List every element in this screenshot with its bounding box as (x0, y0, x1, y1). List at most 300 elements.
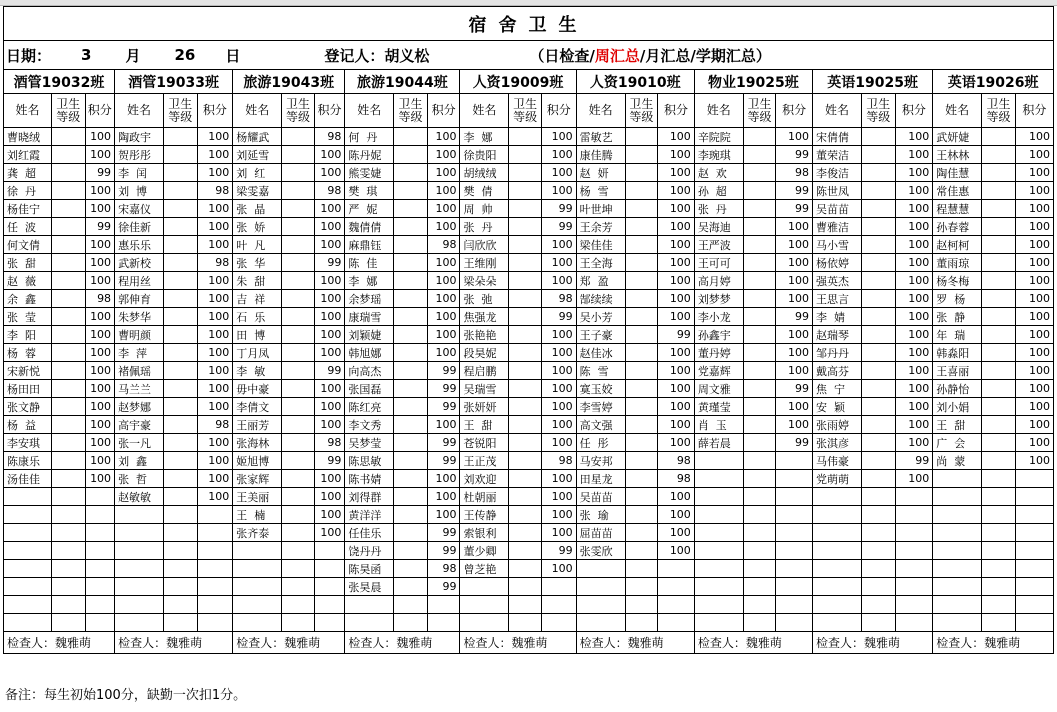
student-name[interactable]: 陶政宇 (115, 128, 164, 146)
empty-cell[interactable] (282, 542, 315, 560)
student-score[interactable]: 100 (541, 362, 576, 380)
student-level[interactable] (509, 416, 542, 434)
student-score[interactable]: 100 (85, 452, 115, 470)
empty-cell[interactable] (895, 542, 933, 560)
student-level[interactable] (282, 200, 315, 218)
empty-cell[interactable] (576, 596, 625, 614)
empty-cell[interactable] (861, 542, 895, 560)
student-name[interactable]: 康佳腾 (576, 146, 625, 164)
empty-cell[interactable] (115, 506, 164, 524)
student-score[interactable]: 100 (658, 164, 695, 182)
student-name[interactable]: 余 鑫 (4, 290, 52, 308)
student-name[interactable]: 张一凡 (115, 434, 164, 452)
empty-cell[interactable] (51, 524, 85, 542)
student-level[interactable] (861, 200, 895, 218)
student-level[interactable] (51, 290, 85, 308)
student-name[interactable]: 曹雅洁 (813, 218, 862, 236)
student-level[interactable] (282, 182, 315, 200)
student-level[interactable] (861, 164, 895, 182)
student-name[interactable]: 孙春蓉 (933, 218, 982, 236)
student-level[interactable] (394, 578, 428, 596)
student-name[interactable]: 陈康乐 (4, 452, 52, 470)
empty-cell[interactable] (776, 614, 813, 632)
empty-cell[interactable] (85, 614, 115, 632)
student-name[interactable]: 丁月凤 (233, 344, 282, 362)
student-name[interactable]: 杨依婷 (813, 254, 862, 272)
student-name[interactable]: 高宇豪 (115, 416, 164, 434)
empty-cell[interactable] (85, 488, 115, 506)
empty-cell[interactable] (743, 470, 776, 488)
student-level[interactable] (394, 218, 428, 236)
student-level[interactable] (394, 362, 428, 380)
student-name[interactable]: 王思言 (813, 290, 862, 308)
empty-cell[interactable] (743, 614, 776, 632)
student-level[interactable] (394, 236, 428, 254)
student-name[interactable]: 杜朝丽 (460, 488, 509, 506)
student-name[interactable]: 王喜丽 (933, 362, 982, 380)
empty-cell[interactable] (115, 596, 164, 614)
empty-cell[interactable] (861, 524, 895, 542)
student-level[interactable] (625, 542, 658, 560)
empty-cell[interactable] (4, 578, 52, 596)
student-level[interactable] (982, 200, 1016, 218)
empty-cell[interactable] (541, 596, 576, 614)
student-name[interactable]: 刘小娟 (933, 398, 982, 416)
student-score[interactable]: 99 (541, 542, 576, 560)
student-name[interactable]: 李琬琪 (694, 146, 743, 164)
student-level[interactable] (51, 254, 85, 272)
student-level[interactable] (394, 452, 428, 470)
student-score[interactable]: 100 (658, 272, 695, 290)
student-name[interactable]: 赵敏敏 (115, 488, 164, 506)
student-level[interactable] (625, 326, 658, 344)
student-name[interactable]: 梁雯嘉 (233, 182, 282, 200)
student-score[interactable]: 100 (85, 362, 115, 380)
student-level[interactable] (982, 326, 1016, 344)
student-score[interactable]: 100 (85, 344, 115, 362)
student-level[interactable] (163, 128, 197, 146)
empty-cell[interactable] (982, 596, 1016, 614)
student-level[interactable] (509, 308, 542, 326)
student-level[interactable] (509, 146, 542, 164)
student-name[interactable]: 杨田田 (4, 380, 52, 398)
student-name[interactable]: 韩旭娜 (345, 344, 394, 362)
student-score[interactable]: 100 (895, 254, 933, 272)
student-name[interactable]: 陈昊函 (345, 560, 394, 578)
student-name[interactable]: 宋嘉仪 (115, 200, 164, 218)
student-score[interactable]: 100 (85, 308, 115, 326)
student-score[interactable]: 100 (1015, 362, 1053, 380)
student-name[interactable]: 孙 超 (694, 182, 743, 200)
student-score[interactable]: 100 (658, 218, 695, 236)
student-name[interactable]: 屈苗苗 (576, 524, 625, 542)
student-level[interactable] (509, 380, 542, 398)
empty-cell[interactable] (933, 542, 982, 560)
empty-cell[interactable] (233, 596, 282, 614)
student-level[interactable] (861, 434, 895, 452)
student-name[interactable]: 武新校 (115, 254, 164, 272)
empty-cell[interactable] (115, 578, 164, 596)
student-level[interactable] (163, 200, 197, 218)
student-score[interactable]: 100 (541, 506, 576, 524)
student-name[interactable]: 任 波 (4, 218, 52, 236)
student-level[interactable] (282, 398, 315, 416)
student-level[interactable] (861, 182, 895, 200)
student-name[interactable]: 李 婧 (813, 308, 862, 326)
student-score[interactable]: 100 (314, 506, 345, 524)
student-score[interactable]: 100 (1015, 272, 1053, 290)
student-level[interactable] (861, 416, 895, 434)
empty-cell[interactable] (314, 542, 345, 560)
empty-cell[interactable] (197, 542, 233, 560)
student-level[interactable] (861, 470, 895, 488)
student-score[interactable]: 100 (314, 470, 345, 488)
student-level[interactable] (509, 182, 542, 200)
student-score[interactable]: 100 (314, 416, 345, 434)
empty-cell[interactable] (51, 596, 85, 614)
student-score[interactable]: 100 (658, 416, 695, 434)
student-score[interactable]: 100 (895, 164, 933, 182)
student-score[interactable]: 100 (541, 182, 576, 200)
empty-cell[interactable] (163, 542, 197, 560)
student-name[interactable]: 郜续续 (576, 290, 625, 308)
student-level[interactable] (982, 380, 1016, 398)
student-name[interactable]: 雷敏艺 (576, 128, 625, 146)
empty-cell[interactable] (51, 578, 85, 596)
student-score[interactable]: 100 (658, 542, 695, 560)
student-name[interactable]: 惠乐乐 (115, 236, 164, 254)
empty-cell[interactable] (895, 506, 933, 524)
student-level[interactable] (282, 254, 315, 272)
student-level[interactable] (163, 488, 197, 506)
student-name[interactable]: 陈书婧 (345, 470, 394, 488)
student-name[interactable]: 朱 甜 (233, 272, 282, 290)
student-score[interactable]: 100 (895, 128, 933, 146)
empty-cell[interactable] (743, 488, 776, 506)
student-score[interactable]: 100 (85, 272, 115, 290)
student-level[interactable] (625, 434, 658, 452)
student-name[interactable]: 陈丹妮 (345, 146, 394, 164)
student-level[interactable] (625, 164, 658, 182)
student-score[interactable]: 100 (85, 146, 115, 164)
student-score[interactable]: 100 (541, 164, 576, 182)
student-score[interactable]: 100 (314, 164, 345, 182)
student-score[interactable]: 100 (197, 398, 233, 416)
empty-cell[interactable] (813, 542, 862, 560)
student-level[interactable] (394, 272, 428, 290)
empty-cell[interactable] (115, 560, 164, 578)
student-name[interactable]: 吉 祥 (233, 290, 282, 308)
student-level[interactable] (163, 380, 197, 398)
empty-cell[interactable] (776, 542, 813, 560)
student-score[interactable]: 100 (541, 524, 576, 542)
student-level[interactable] (743, 164, 776, 182)
student-score[interactable]: 100 (541, 254, 576, 272)
empty-cell[interactable] (982, 524, 1016, 542)
student-score[interactable]: 100 (197, 164, 233, 182)
empty-cell[interactable] (813, 560, 862, 578)
student-name[interactable]: 王 楠 (233, 506, 282, 524)
student-score[interactable]: 99 (427, 380, 460, 398)
student-score[interactable]: 100 (541, 236, 576, 254)
student-score[interactable]: 100 (197, 146, 233, 164)
student-level[interactable] (394, 416, 428, 434)
student-level[interactable] (282, 308, 315, 326)
student-name[interactable]: 刘 红 (233, 164, 282, 182)
empty-cell[interactable] (1015, 488, 1053, 506)
student-level[interactable] (625, 128, 658, 146)
empty-cell[interactable] (1015, 506, 1053, 524)
student-level[interactable] (509, 560, 542, 578)
student-name[interactable]: 党嘉辉 (694, 362, 743, 380)
student-score[interactable]: 100 (658, 344, 695, 362)
empty-cell[interactable] (1015, 614, 1053, 632)
student-score[interactable]: 100 (427, 488, 460, 506)
student-name[interactable]: 朱梦华 (115, 308, 164, 326)
student-name[interactable]: 康瑞雪 (345, 308, 394, 326)
empty-cell[interactable] (85, 560, 115, 578)
student-level[interactable] (861, 452, 895, 470)
student-level[interactable] (743, 182, 776, 200)
student-level[interactable] (51, 452, 85, 470)
student-score[interactable]: 100 (895, 146, 933, 164)
student-level[interactable] (509, 326, 542, 344)
student-score[interactable]: 100 (1015, 236, 1053, 254)
empty-cell[interactable] (982, 470, 1016, 488)
student-level[interactable] (394, 434, 428, 452)
student-score[interactable]: 100 (895, 236, 933, 254)
student-level[interactable] (509, 542, 542, 560)
empty-cell[interactable] (460, 578, 509, 596)
student-score[interactable]: 100 (197, 344, 233, 362)
student-level[interactable] (509, 128, 542, 146)
student-level[interactable] (163, 146, 197, 164)
student-name[interactable]: 程慧慧 (933, 200, 982, 218)
student-level[interactable] (163, 398, 197, 416)
student-score[interactable]: 99 (427, 542, 460, 560)
student-name[interactable]: 安 颖 (813, 398, 862, 416)
student-name[interactable]: 梁朵朵 (460, 272, 509, 290)
student-level[interactable] (163, 434, 197, 452)
student-name[interactable]: 张 莹 (4, 308, 52, 326)
student-level[interactable] (282, 146, 315, 164)
empty-cell[interactable] (658, 560, 695, 578)
student-level[interactable] (982, 362, 1016, 380)
student-level[interactable] (625, 362, 658, 380)
student-name[interactable]: 李俊洁 (813, 164, 862, 182)
student-name[interactable]: 吴瑞雪 (460, 380, 509, 398)
student-level[interactable] (51, 344, 85, 362)
student-name[interactable]: 赵瑞琴 (813, 326, 862, 344)
student-score[interactable]: 100 (541, 344, 576, 362)
student-level[interactable] (51, 434, 85, 452)
empty-cell[interactable] (694, 506, 743, 524)
student-level[interactable] (982, 416, 1016, 434)
student-score[interactable]: 100 (1015, 128, 1053, 146)
student-score[interactable]: 100 (895, 200, 933, 218)
student-score[interactable]: 100 (1015, 218, 1053, 236)
student-name[interactable]: 赵佳冰 (576, 344, 625, 362)
student-name[interactable]: 刘得群 (345, 488, 394, 506)
student-name[interactable]: 焦 宁 (813, 380, 862, 398)
student-score[interactable]: 99 (541, 200, 576, 218)
student-name[interactable]: 孙鑫宇 (694, 326, 743, 344)
student-score[interactable]: 98 (541, 452, 576, 470)
student-level[interactable] (743, 434, 776, 452)
student-level[interactable] (282, 470, 315, 488)
student-name[interactable]: 杨佳宁 (4, 200, 52, 218)
student-level[interactable] (51, 236, 85, 254)
empty-cell[interactable] (743, 596, 776, 614)
student-score[interactable]: 100 (895, 272, 933, 290)
empty-cell[interactable] (694, 596, 743, 614)
empty-cell[interactable] (233, 578, 282, 596)
student-score[interactable]: 99 (314, 362, 345, 380)
student-score[interactable]: 100 (427, 290, 460, 308)
student-name[interactable]: 李雪婷 (576, 398, 625, 416)
student-name[interactable]: 张海林 (233, 434, 282, 452)
empty-cell[interactable] (743, 578, 776, 596)
student-name[interactable]: 闫欣欣 (460, 236, 509, 254)
empty-cell[interactable] (85, 524, 115, 542)
empty-cell[interactable] (743, 452, 776, 470)
student-name[interactable]: 褚佩瑶 (115, 362, 164, 380)
student-score[interactable]: 100 (427, 308, 460, 326)
student-name[interactable]: 张昊晨 (345, 578, 394, 596)
student-level[interactable] (625, 344, 658, 362)
empty-cell[interactable] (115, 614, 164, 632)
empty-cell[interactable] (813, 524, 862, 542)
empty-cell[interactable] (776, 578, 813, 596)
student-name[interactable]: 索银利 (460, 524, 509, 542)
student-level[interactable] (982, 218, 1016, 236)
student-level[interactable] (509, 344, 542, 362)
empty-cell[interactable] (4, 596, 52, 614)
empty-cell[interactable] (460, 596, 509, 614)
student-score[interactable]: 100 (895, 182, 933, 200)
student-score[interactable]: 100 (658, 200, 695, 218)
student-score[interactable]: 100 (427, 470, 460, 488)
student-level[interactable] (982, 254, 1016, 272)
student-level[interactable] (163, 290, 197, 308)
student-score[interactable]: 100 (85, 254, 115, 272)
empty-cell[interactable] (509, 578, 542, 596)
student-score[interactable]: 100 (427, 506, 460, 524)
student-level[interactable] (51, 200, 85, 218)
student-name[interactable]: 薛若晨 (694, 434, 743, 452)
student-name[interactable]: 常佳惠 (933, 182, 982, 200)
empty-cell[interactable] (115, 524, 164, 542)
student-name[interactable]: 寞玉姣 (576, 380, 625, 398)
student-score[interactable]: 100 (197, 380, 233, 398)
student-level[interactable] (509, 506, 542, 524)
empty-cell[interactable] (85, 542, 115, 560)
student-level[interactable] (509, 218, 542, 236)
student-name[interactable]: 宋新悦 (4, 362, 52, 380)
student-name[interactable]: 杨耀武 (233, 128, 282, 146)
empty-cell[interactable] (933, 614, 982, 632)
empty-cell[interactable] (197, 560, 233, 578)
student-score[interactable]: 100 (776, 218, 813, 236)
student-name[interactable]: 李倩文 (233, 398, 282, 416)
student-score[interactable]: 100 (541, 560, 576, 578)
student-name[interactable]: 武妍婕 (933, 128, 982, 146)
empty-cell[interactable] (813, 596, 862, 614)
empty-cell[interactable] (541, 578, 576, 596)
student-level[interactable] (394, 560, 428, 578)
student-level[interactable] (625, 488, 658, 506)
empty-cell[interactable] (282, 578, 315, 596)
student-level[interactable] (982, 398, 1016, 416)
student-name[interactable]: 尚 蒙 (933, 452, 982, 470)
student-name[interactable]: 任佳乐 (345, 524, 394, 542)
empty-cell[interactable] (314, 560, 345, 578)
student-level[interactable] (163, 254, 197, 272)
student-name[interactable]: 樊 倩 (460, 182, 509, 200)
student-level[interactable] (625, 200, 658, 218)
student-score[interactable]: 100 (776, 398, 813, 416)
student-score[interactable]: 100 (85, 470, 115, 488)
empty-cell[interactable] (51, 488, 85, 506)
student-score[interactable]: 100 (658, 308, 695, 326)
empty-cell[interactable] (576, 614, 625, 632)
student-name[interactable]: 赵梦娜 (115, 398, 164, 416)
student-score[interactable]: 98 (314, 434, 345, 452)
student-score[interactable]: 100 (658, 488, 695, 506)
student-score[interactable]: 100 (197, 362, 233, 380)
empty-cell[interactable] (197, 596, 233, 614)
empty-cell[interactable] (4, 488, 52, 506)
student-score[interactable]: 100 (85, 416, 115, 434)
student-name[interactable]: 王 甜 (933, 416, 982, 434)
student-level[interactable] (163, 164, 197, 182)
student-name[interactable]: 董少卿 (460, 542, 509, 560)
student-score[interactable]: 100 (658, 254, 695, 272)
student-name[interactable]: 田 博 (233, 326, 282, 344)
student-name[interactable]: 熊雯婕 (345, 164, 394, 182)
empty-cell[interactable] (861, 614, 895, 632)
empty-cell[interactable] (694, 614, 743, 632)
student-name[interactable]: 邹丹丹 (813, 344, 862, 362)
empty-cell[interactable] (776, 506, 813, 524)
empty-cell[interactable] (776, 596, 813, 614)
empty-cell[interactable] (625, 614, 658, 632)
student-name[interactable]: 刘欢迎 (460, 470, 509, 488)
student-score[interactable]: 100 (658, 398, 695, 416)
student-level[interactable] (394, 182, 428, 200)
student-level[interactable] (982, 272, 1016, 290)
student-name[interactable]: 李 敏 (233, 362, 282, 380)
student-score[interactable]: 98 (427, 236, 460, 254)
empty-cell[interactable] (4, 560, 52, 578)
empty-cell[interactable] (625, 596, 658, 614)
student-score[interactable]: 100 (197, 290, 233, 308)
student-level[interactable] (743, 254, 776, 272)
student-score[interactable]: 100 (776, 236, 813, 254)
student-score[interactable]: 100 (1015, 146, 1053, 164)
student-level[interactable] (982, 164, 1016, 182)
student-score[interactable]: 100 (658, 506, 695, 524)
student-score[interactable]: 99 (541, 218, 576, 236)
student-score[interactable]: 100 (314, 398, 345, 416)
student-name[interactable]: 黄洋洋 (345, 506, 394, 524)
student-name[interactable]: 张雯欣 (576, 542, 625, 560)
student-score[interactable]: 100 (197, 236, 233, 254)
student-level[interactable] (282, 326, 315, 344)
student-score[interactable]: 99 (85, 164, 115, 182)
student-score[interactable]: 100 (427, 272, 460, 290)
empty-cell[interactable] (861, 506, 895, 524)
